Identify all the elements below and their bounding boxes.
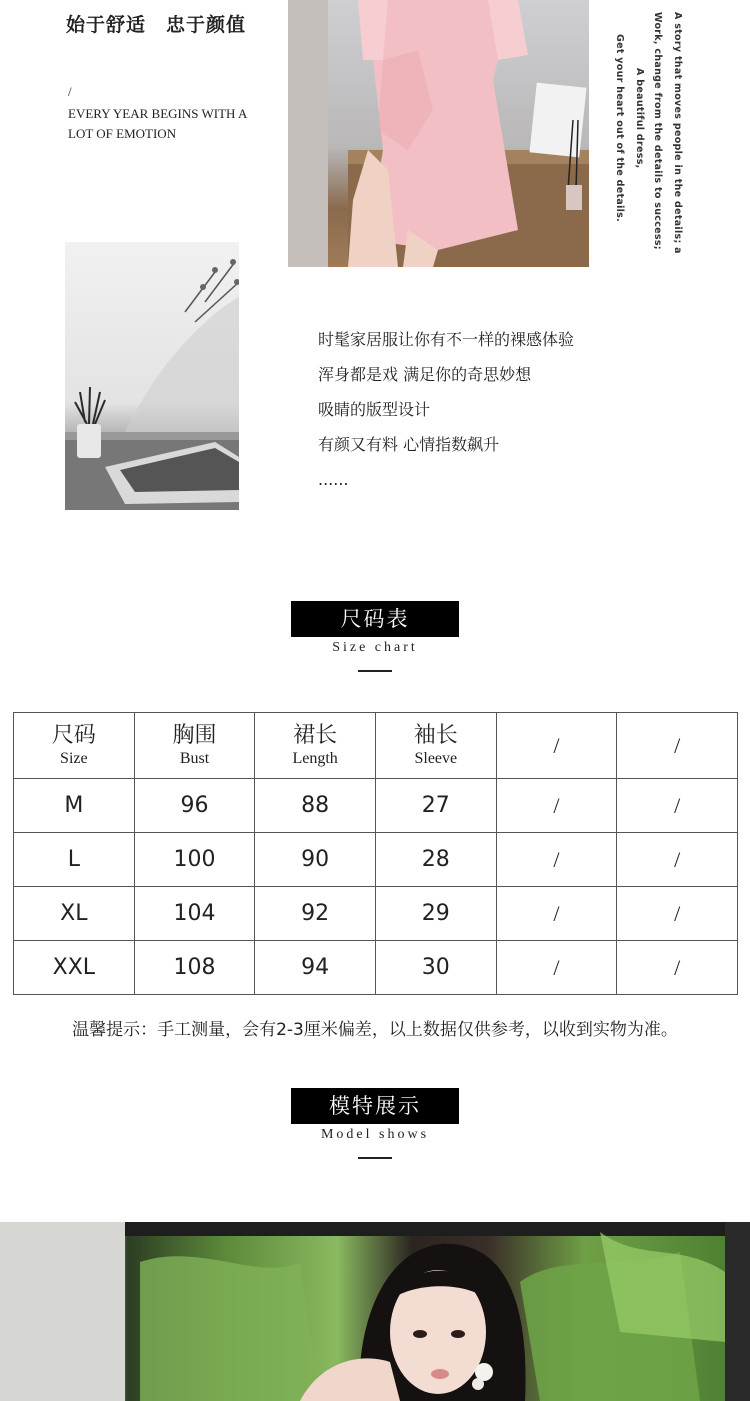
still-life-photo xyxy=(65,242,239,510)
table-cell: 96 xyxy=(134,779,255,833)
table-header-row xyxy=(14,713,738,779)
table-cell: 90 xyxy=(255,833,376,887)
description-line: 浑身都是戏 满足你的奇思妙想 xyxy=(318,365,532,384)
table-cell: 28 xyxy=(375,833,496,887)
table-row xyxy=(14,779,738,833)
table-cell: M xyxy=(14,779,135,833)
table-cell: 94 xyxy=(255,941,376,995)
table-cell: / xyxy=(496,941,617,995)
model-photo-illustration xyxy=(0,1222,750,1401)
size-chart-subtitle: Size chart xyxy=(332,640,418,655)
description-line: ...... xyxy=(318,470,349,489)
table-row xyxy=(14,887,738,941)
size-chart-title: 尺码表 xyxy=(291,601,459,637)
intro-slash: / xyxy=(68,84,72,99)
vertical-line-1: A story that moves people in the details; a xyxy=(672,12,683,254)
table-cell: / xyxy=(496,779,617,833)
size-table xyxy=(13,712,738,995)
pink-dress-illustration xyxy=(288,0,589,267)
description-line: 吸睛的版型设计 xyxy=(318,400,431,419)
vertical-line-2: Work, change from the details to success; xyxy=(652,12,663,250)
still-life-illustration xyxy=(65,242,239,510)
header-cell: 裙长 Length xyxy=(255,713,376,779)
table-cell: 108 xyxy=(134,941,255,995)
table-cell: 27 xyxy=(375,779,496,833)
model-shows-title: 模特展示 xyxy=(291,1088,459,1124)
description-line: 有颜又有料 心情指数飙升 xyxy=(318,435,500,454)
table-cell: 92 xyxy=(255,887,376,941)
measurement-tip: 温馨提示：手工测量，会有2-3厘米偏差，以上数据仅供参考，以收到实物为准。 xyxy=(72,1020,678,1040)
pink-dress-photo xyxy=(288,0,589,267)
table-cell: XXL xyxy=(14,941,135,995)
model-shows-subtitle: Model shows xyxy=(320,1127,430,1142)
table-cell: 88 xyxy=(255,779,376,833)
table-cell: / xyxy=(617,941,738,995)
table-cell: 100 xyxy=(134,833,255,887)
table-cell: / xyxy=(617,779,738,833)
vertical-line-4: Get your heart out of the details. xyxy=(614,34,625,223)
vertical-line-3: A beautiful dress, xyxy=(634,68,645,169)
table-row xyxy=(14,833,738,887)
description-line: 时髦家居服让你有不一样的裸感体验 xyxy=(318,330,575,349)
table-cell: 29 xyxy=(375,887,496,941)
intro-heading-en: EVERY YEAR BEGINS WITH A LOT OF EMOTION xyxy=(68,106,247,141)
table-cell: 30 xyxy=(375,941,496,995)
model-shows-divider xyxy=(358,1157,392,1159)
table-cell: 104 xyxy=(134,887,255,941)
table-cell: L xyxy=(14,833,135,887)
header-cell: 胸围 Bust xyxy=(134,713,255,779)
header-cell: 袖长 Sleeve xyxy=(375,713,496,779)
table-cell: / xyxy=(496,887,617,941)
table-cell: / xyxy=(496,833,617,887)
table-cell: XL xyxy=(14,887,135,941)
table-cell: / xyxy=(617,887,738,941)
header-cell: 尺码 Size xyxy=(14,713,135,779)
table-cell: / xyxy=(617,833,738,887)
table-row xyxy=(14,941,738,995)
header-cell: / xyxy=(617,713,738,779)
model-photo xyxy=(0,1222,750,1401)
size-chart-divider xyxy=(358,670,392,672)
intro-heading-cn: 始于舒适 忠于颜值 xyxy=(66,14,247,36)
product-description xyxy=(318,322,574,497)
header-cell: / xyxy=(496,713,617,779)
